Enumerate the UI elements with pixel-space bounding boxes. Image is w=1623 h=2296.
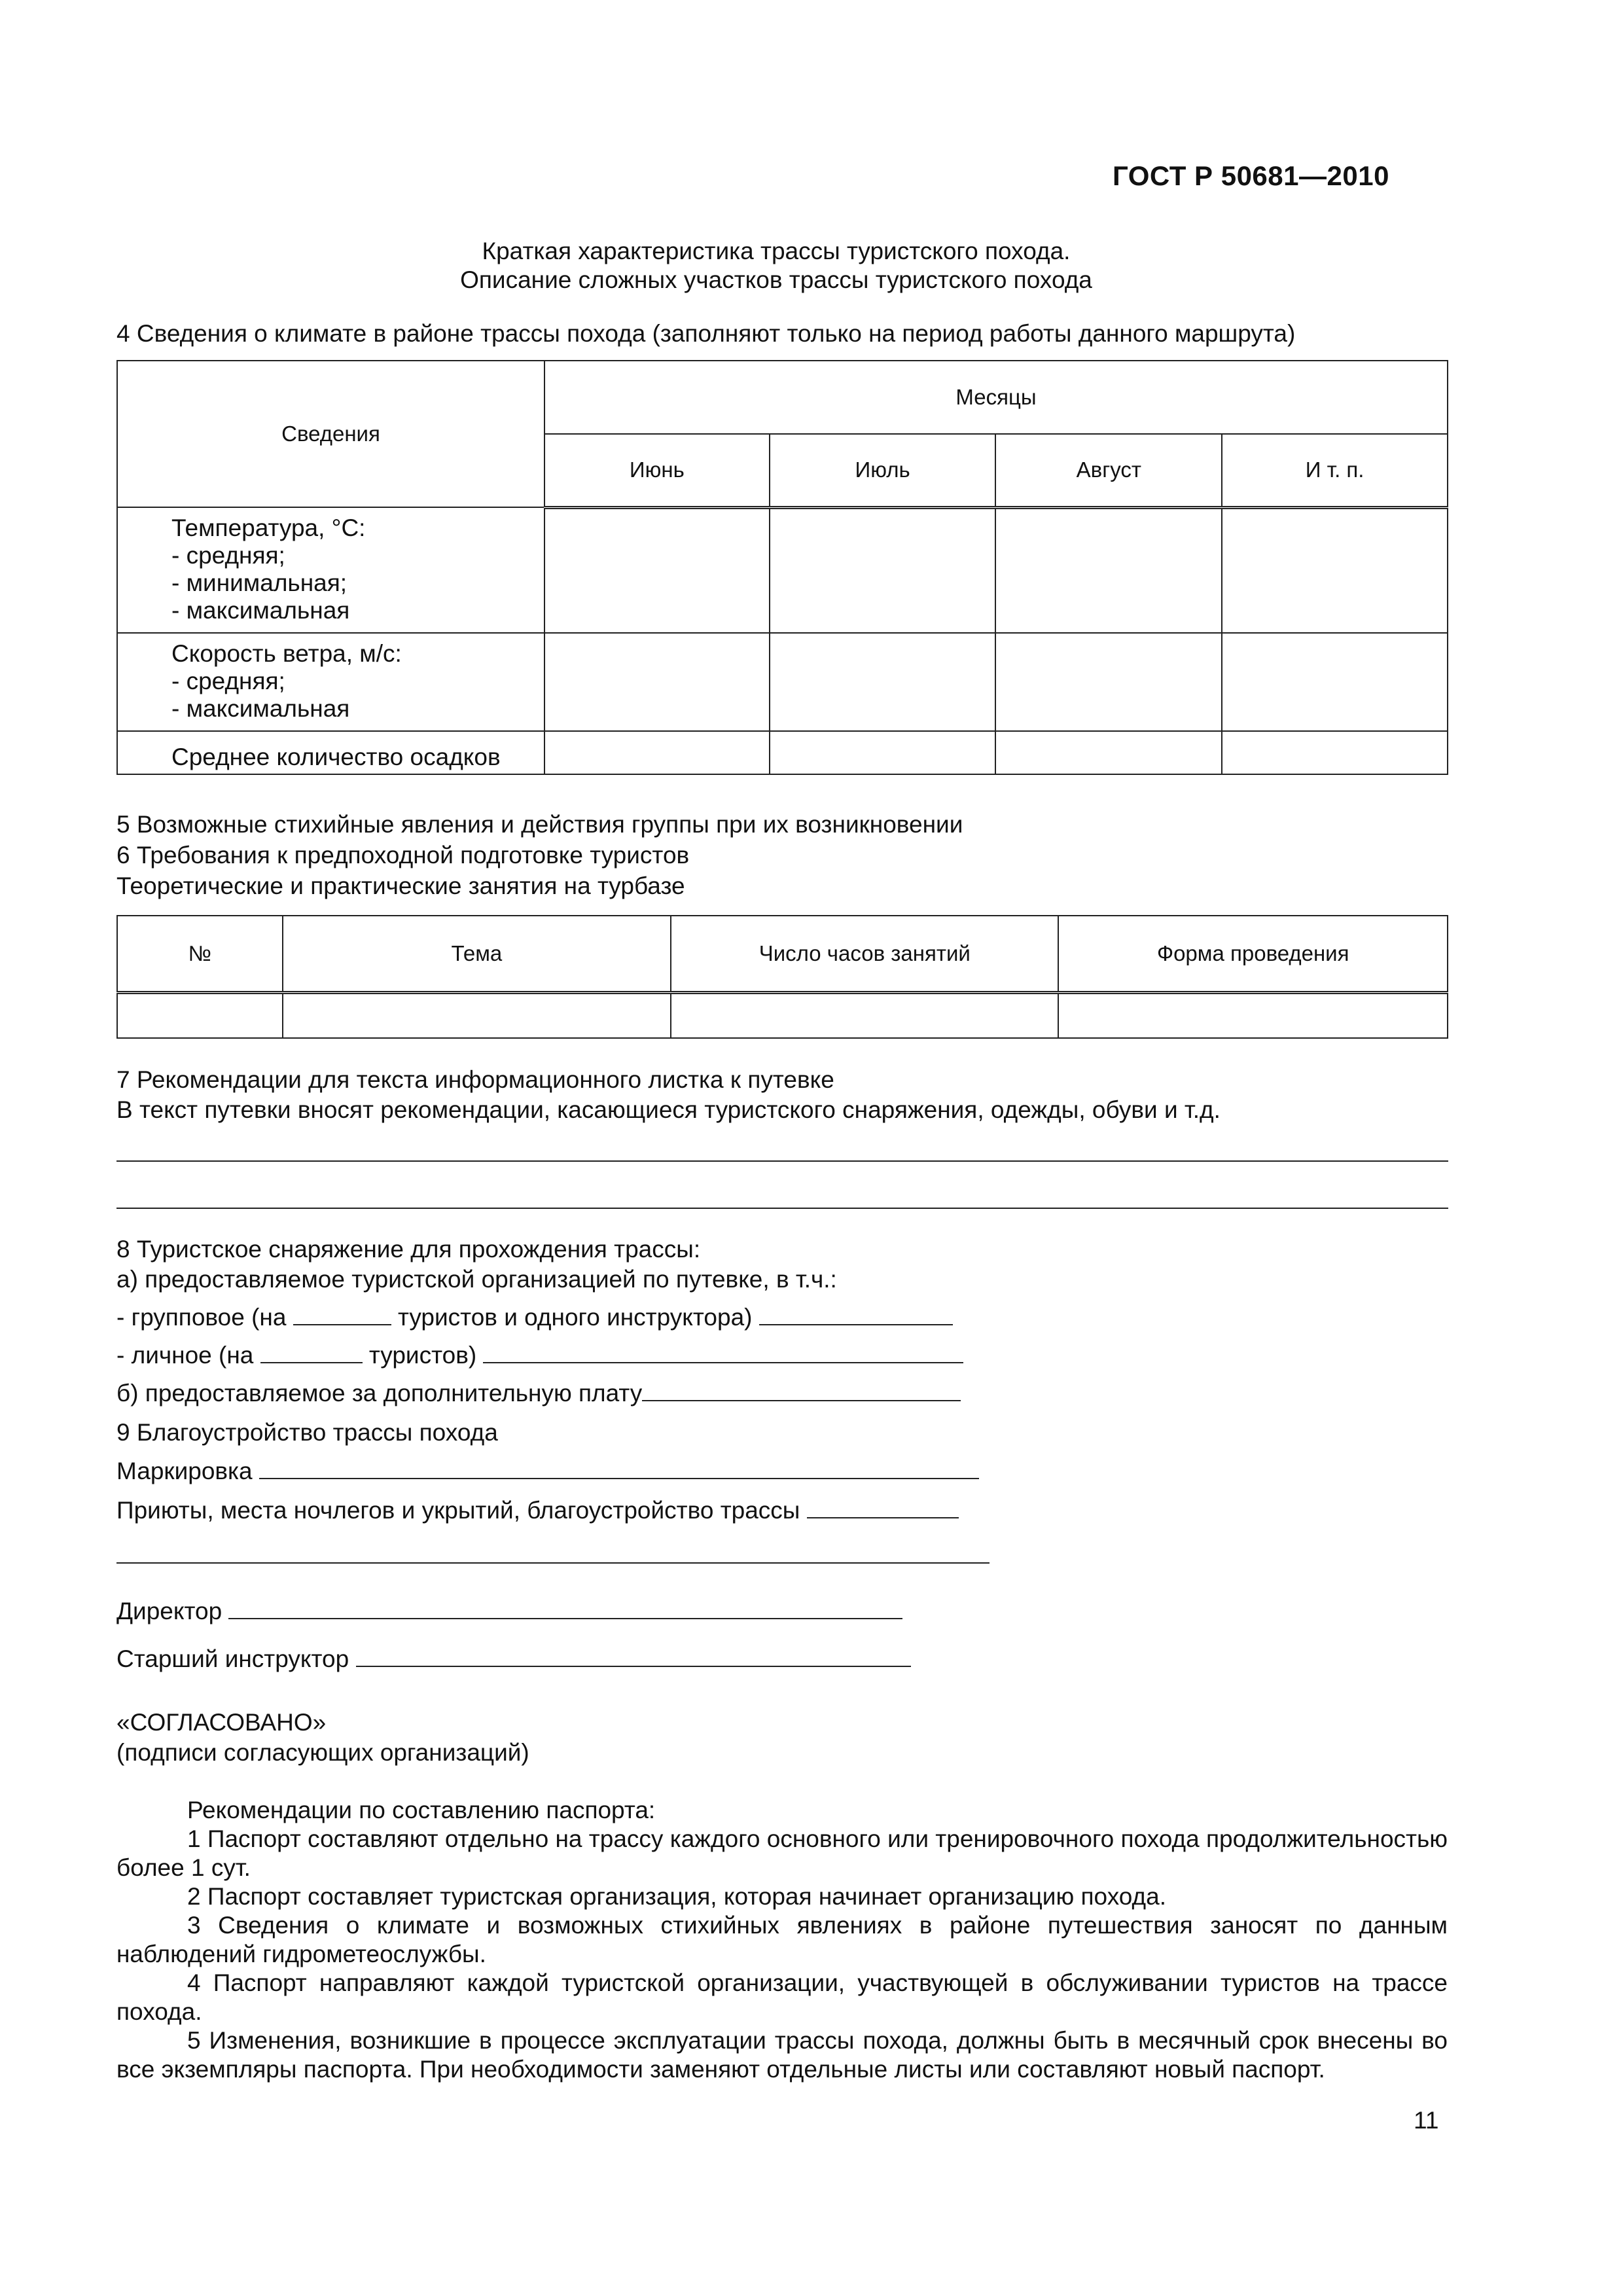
senior-instructor-signature-field[interactable]	[356, 1646, 911, 1667]
personal-equipment-line: - личное (на туристов)	[116, 1341, 963, 1370]
group-equipment-field[interactable]	[759, 1304, 953, 1325]
table-row	[117, 992, 1448, 1038]
row-precipitation: Среднее количество осадков	[117, 731, 544, 774]
climate-table	[116, 360, 1448, 775]
shelters-field[interactable]	[807, 1498, 959, 1518]
section-7-heading: 7 Рекомендации для текста информационного листка к путевке	[116, 1066, 834, 1093]
header-hours: Число часов занятий	[671, 916, 1058, 992]
table-cell	[1222, 507, 1448, 633]
table-cell	[770, 507, 996, 633]
table-cell	[1058, 992, 1448, 1038]
marking-line: Маркировка	[116, 1457, 979, 1486]
month-august: Август	[995, 434, 1222, 507]
table-cell	[544, 507, 770, 633]
table-cell	[117, 992, 283, 1038]
table-cell	[995, 633, 1222, 731]
header-form: Форма проведения	[1058, 916, 1448, 992]
title-line-1: Краткая характеристика трассы туристского похода.	[482, 238, 1071, 264]
table-cell	[671, 992, 1058, 1038]
agreed-label: «СОГЛАСОВАНО»	[116, 1709, 327, 1736]
table-row	[117, 507, 1448, 633]
section-6-subheading: Теоретические и практические занятия на турбазе	[116, 872, 685, 899]
blank-line[interactable]	[116, 1160, 1448, 1162]
recommendations-block	[116, 1796, 1448, 2084]
table-row	[117, 731, 1448, 774]
group-tourists-count-field[interactable]	[293, 1304, 391, 1325]
table-cell	[283, 992, 671, 1038]
training-table	[116, 915, 1448, 1039]
section-9-heading: 9 Благоустройство трассы похода	[116, 1419, 498, 1446]
month-june: Июнь	[544, 434, 770, 507]
section-5-heading: 5 Возможные стихийные явления и действия группы при их возникновении	[116, 811, 963, 838]
month-july: Июль	[770, 434, 996, 507]
shelters-line: Приюты, места ночлегов и укрытий, благоустройство трассы	[116, 1496, 959, 1525]
section-8-heading: 8 Туристское снаряжение для прохождения трассы:	[116, 1236, 701, 1263]
blank-line[interactable]	[116, 1562, 990, 1564]
header-topic: Тема	[283, 916, 671, 992]
table-cell	[995, 731, 1222, 774]
month-etc: И т. п.	[1222, 434, 1448, 507]
director-line: Директор	[116, 1597, 902, 1626]
director-signature-field[interactable]	[228, 1598, 902, 1619]
agreed-note: (подписи согласующих организаций)	[116, 1739, 529, 1766]
table-cell	[770, 731, 996, 774]
personal-equipment-field[interactable]	[483, 1342, 963, 1363]
table-cell	[544, 633, 770, 731]
recommendation-item: 1 Паспорт составляют отдельно на трассу каждого основного или тренировочного похода продолжительностью более 1 сут.	[116, 1825, 1448, 1881]
recommendation-item: 2 Паспорт составляет туристская организация, которая начинает организацию похода.	[187, 1883, 1166, 1910]
table-cell	[1222, 633, 1448, 731]
section-6-heading: 6 Требования к предпоходной подготовке туристов	[116, 842, 690, 869]
marking-field[interactable]	[259, 1458, 979, 1479]
section-8-a: а) предоставляемое туристской организацией по путевке, в т.ч.:	[116, 1266, 837, 1293]
header-months: Месяцы	[544, 361, 1448, 434]
section-7-text: В текст путевки вносят рекомендации, касающиеся туристского снаряжения, одежды, обуви и т.д.	[116, 1096, 1221, 1123]
senior-instructor-line: Старший инструктор	[116, 1645, 911, 1674]
recommendations-title: Рекомендации по составлению паспорта:	[187, 1797, 656, 1823]
blank-line[interactable]	[116, 1208, 1448, 1209]
page-number: 11	[1414, 2107, 1439, 2134]
recommendation-item: 5 Изменения, возникшие в процессе эксплуатации трассы похода, должны быть в месячный срок внесены во все экземпляры паспорта. При необходимости заменяют отдельные листы или составляют новый паспорт.	[116, 2027, 1448, 2083]
paid-equipment-line: б) предоставляемое за дополнительную плату	[116, 1379, 961, 1408]
table-cell	[1222, 731, 1448, 774]
table-row	[117, 633, 1448, 731]
paid-equipment-field[interactable]	[642, 1380, 961, 1401]
group-equipment-line: - групповое (на туристов и одного инструктора)	[116, 1303, 953, 1332]
recommendation-item: 3 Сведения о климате и возможных стихийных явлениях в районе путешествия заносят по данным наблюдений гидрометеослужбы.	[116, 1912, 1448, 1967]
section-4-heading: 4 Сведения о климате в районе трассы похода (заполняют только на период работы данного маршрута)	[116, 320, 1296, 347]
header-info: Сведения	[117, 361, 544, 507]
title-line-2: Описание сложных участков трассы туристского похода	[460, 266, 1092, 293]
table-cell	[770, 633, 996, 731]
table-cell	[995, 507, 1222, 633]
table-cell	[544, 731, 770, 774]
personal-tourists-count-field[interactable]	[260, 1342, 363, 1363]
recommendation-item: 4 Паспорт направляют каждой туристской организации, участвующей в обслуживании туристов на трассе похода.	[116, 1969, 1448, 2025]
row-wind-speed: Скорость ветра, м/с: - средняя; - максимальная	[117, 633, 544, 731]
document-header: ГОСТ Р 50681—2010	[1113, 160, 1389, 191]
header-number: №	[117, 916, 283, 992]
row-temperature: Температура, °С: - средняя; - минимальная; - максимальная	[117, 507, 544, 633]
